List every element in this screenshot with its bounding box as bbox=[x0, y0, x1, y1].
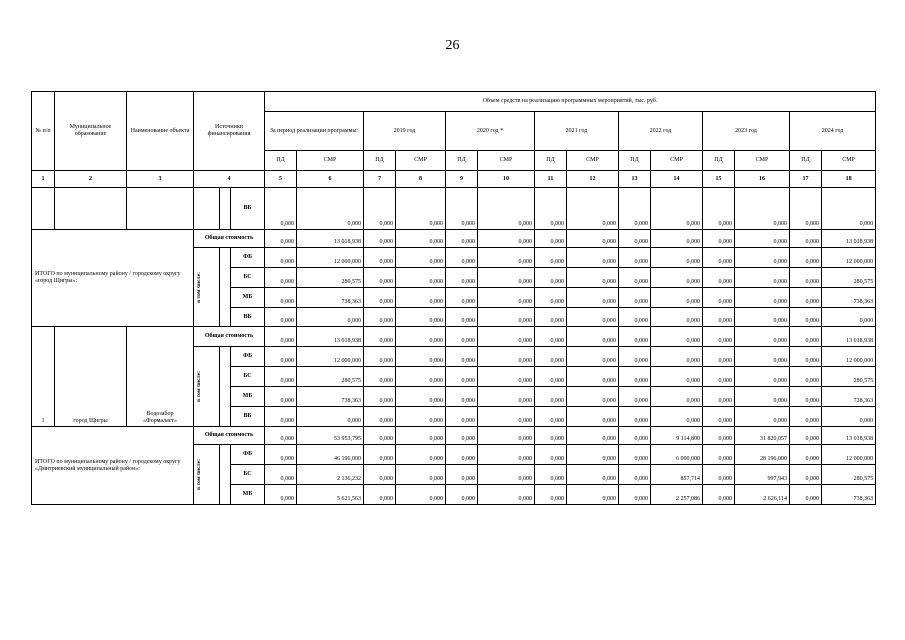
column-number: 10 bbox=[478, 171, 535, 188]
itogo-label-shchigry: ИТОГО по муниципальному району / городскому округу «город Щигры»: bbox=[32, 230, 194, 327]
value-cell: 0,000 bbox=[478, 485, 535, 505]
empty-cell bbox=[32, 188, 55, 230]
value-cell: 0,000 bbox=[619, 288, 651, 308]
value-cell: 0,000 bbox=[396, 308, 446, 327]
value-cell: 2 626,114 bbox=[735, 485, 790, 505]
value-cell: 0,000 bbox=[822, 188, 876, 230]
value-cell: 0,000 bbox=[446, 445, 478, 465]
value-cell: 6 000,000 bbox=[651, 445, 703, 465]
value-cell: 0,000 bbox=[703, 288, 735, 308]
value-cell: 0,000 bbox=[703, 327, 735, 347]
value-cell: 0,000 bbox=[265, 248, 297, 268]
value-cell: 0,000 bbox=[619, 268, 651, 288]
value-cell: 0,000 bbox=[535, 288, 567, 308]
value-cell: 13 018,938 bbox=[297, 327, 364, 347]
value-cell: 0,000 bbox=[446, 367, 478, 387]
source-bs: БС bbox=[231, 367, 265, 387]
value-cell: 0,000 bbox=[790, 387, 822, 407]
value-cell: 0,000 bbox=[619, 327, 651, 347]
header-pd: ПД bbox=[446, 151, 478, 171]
value-cell: 0,000 bbox=[396, 387, 446, 407]
value-cell: 0,000 bbox=[735, 308, 790, 327]
value-cell: 0,000 bbox=[265, 288, 297, 308]
value-cell: 0,000 bbox=[297, 188, 364, 230]
value-cell: 0,000 bbox=[265, 407, 297, 427]
value-cell: 9 114,800 bbox=[651, 427, 703, 445]
value-cell: 0,000 bbox=[364, 188, 396, 230]
value-cell: 0,000 bbox=[567, 230, 619, 248]
value-cell: 0,000 bbox=[790, 248, 822, 268]
value-cell: 0,000 bbox=[396, 188, 446, 230]
value-cell: 0,000 bbox=[619, 367, 651, 387]
value-cell: 0,000 bbox=[265, 347, 297, 367]
value-cell: 0,000 bbox=[735, 248, 790, 268]
value-cell: 0,000 bbox=[396, 230, 446, 248]
value-cell: 0,000 bbox=[265, 387, 297, 407]
value-cell: 997,943 bbox=[735, 465, 790, 485]
source-bs: БС bbox=[231, 268, 265, 288]
object-name: Водозабор «Формаласт» bbox=[127, 327, 194, 427]
header-smr: СМР bbox=[478, 151, 535, 171]
value-cell: 0,000 bbox=[790, 288, 822, 308]
value-cell: 738,363 bbox=[822, 485, 876, 505]
value-cell: 0,000 bbox=[567, 445, 619, 465]
column-number: 16 bbox=[735, 171, 790, 188]
value-cell: 0,000 bbox=[790, 427, 822, 445]
header-volume: Объем средств на реализацию программных мероприятий, тыс. руб. bbox=[265, 92, 876, 112]
value-cell: 0,000 bbox=[651, 347, 703, 367]
value-cell: 0,000 bbox=[567, 288, 619, 308]
value-cell: 0,000 bbox=[446, 407, 478, 427]
town-name: город Щигры bbox=[55, 327, 127, 427]
value-cell: 0,000 bbox=[619, 347, 651, 367]
value-cell: 0,000 bbox=[535, 445, 567, 465]
value-cell: 0,000 bbox=[364, 427, 396, 445]
column-number: 4 bbox=[194, 171, 265, 188]
value-cell: 0,000 bbox=[535, 347, 567, 367]
value-cell: 0,000 bbox=[703, 230, 735, 248]
value-cell: 0,000 bbox=[651, 327, 703, 347]
value-cell: 0,000 bbox=[703, 308, 735, 327]
source-vb: ВБ bbox=[231, 407, 265, 427]
value-cell: 0,000 bbox=[567, 347, 619, 367]
value-cell: 0,000 bbox=[619, 427, 651, 445]
value-cell: 0,000 bbox=[619, 387, 651, 407]
value-cell: 0,000 bbox=[790, 230, 822, 248]
header-year: 2021 год bbox=[535, 112, 619, 151]
value-cell: 0,000 bbox=[478, 407, 535, 427]
value-cell: 0,000 bbox=[364, 465, 396, 485]
value-cell: 0,000 bbox=[567, 465, 619, 485]
empty-cell bbox=[220, 248, 231, 327]
value-cell: 0,000 bbox=[790, 407, 822, 427]
value-cell: 0,000 bbox=[535, 407, 567, 427]
value-cell: 0,000 bbox=[396, 465, 446, 485]
value-cell: 0,000 bbox=[790, 268, 822, 288]
value-cell: 0,000 bbox=[478, 427, 535, 445]
value-cell: 0,000 bbox=[567, 268, 619, 288]
value-cell: 0,000 bbox=[364, 485, 396, 505]
header-smr: СМР bbox=[735, 151, 790, 171]
value-cell: 0,000 bbox=[735, 188, 790, 230]
value-cell: 0,000 bbox=[478, 248, 535, 268]
value-cell: 280,575 bbox=[297, 268, 364, 288]
column-number: 6 bbox=[297, 171, 364, 188]
value-cell: 0,000 bbox=[396, 367, 446, 387]
header-pd: ПД bbox=[535, 151, 567, 171]
value-cell: 0,000 bbox=[703, 485, 735, 505]
in-that-text: в том числе: bbox=[196, 459, 202, 490]
value-cell: 0,000 bbox=[265, 327, 297, 347]
value-cell: 0,000 bbox=[703, 465, 735, 485]
source-mb: МБ bbox=[231, 485, 265, 505]
value-cell: 0,000 bbox=[703, 268, 735, 288]
value-cell: 280,575 bbox=[297, 367, 364, 387]
value-cell: 0,000 bbox=[396, 248, 446, 268]
value-cell: 0,000 bbox=[735, 347, 790, 367]
value-cell: 0,000 bbox=[790, 347, 822, 367]
value-cell: 0,000 bbox=[619, 465, 651, 485]
value-cell: 0,000 bbox=[446, 308, 478, 327]
value-cell: 0,000 bbox=[735, 407, 790, 427]
value-cell: 0,000 bbox=[297, 407, 364, 427]
value-cell: 0,000 bbox=[790, 445, 822, 465]
value-cell: 0,000 bbox=[619, 230, 651, 248]
value-cell: 28 196,000 bbox=[735, 445, 790, 465]
value-cell: 0,000 bbox=[790, 465, 822, 485]
header-pd: ПД bbox=[703, 151, 735, 171]
value-cell: 738,363 bbox=[822, 387, 876, 407]
header-smr: СМР bbox=[651, 151, 703, 171]
total-cost-label: Общая стоимость bbox=[194, 327, 265, 347]
source-fb: ФБ bbox=[231, 347, 265, 367]
value-cell: 0,000 bbox=[535, 230, 567, 248]
value-cell: 0,000 bbox=[396, 268, 446, 288]
value-cell: 0,000 bbox=[265, 485, 297, 505]
in-that-text: в том числе: bbox=[196, 271, 202, 303]
value-cell: 0,000 bbox=[478, 288, 535, 308]
source-mb: МБ bbox=[231, 288, 265, 308]
value-cell: 0,000 bbox=[478, 387, 535, 407]
column-number: 15 bbox=[703, 171, 735, 188]
value-cell: 0,000 bbox=[535, 465, 567, 485]
value-cell: 0,000 bbox=[265, 230, 297, 248]
value-cell: 280,575 bbox=[822, 367, 876, 387]
value-cell: 31 820,057 bbox=[735, 427, 790, 445]
value-cell: 0,000 bbox=[619, 445, 651, 465]
value-cell: 0,000 bbox=[703, 188, 735, 230]
header-pd: ПД bbox=[265, 151, 297, 171]
value-cell: 0,000 bbox=[790, 367, 822, 387]
value-cell: 0,000 bbox=[446, 230, 478, 248]
value-cell: 0,000 bbox=[478, 327, 535, 347]
value-cell: 0,000 bbox=[265, 188, 297, 230]
value-cell: 0,000 bbox=[364, 387, 396, 407]
column-number: 2 bbox=[55, 171, 127, 188]
value-cell: 0,000 bbox=[364, 347, 396, 367]
value-cell: 0,000 bbox=[651, 308, 703, 327]
value-cell: 0,000 bbox=[446, 248, 478, 268]
value-cell: 0,000 bbox=[619, 485, 651, 505]
total-cost-label: Общая стоимость bbox=[194, 230, 265, 248]
value-cell: 0,000 bbox=[735, 327, 790, 347]
row-number: 1 bbox=[32, 327, 55, 427]
value-cell: 0,000 bbox=[364, 367, 396, 387]
financing-table bbox=[31, 91, 876, 505]
value-cell: 0,000 bbox=[396, 288, 446, 308]
value-cell: 0,000 bbox=[478, 445, 535, 465]
value-cell: 0,000 bbox=[446, 268, 478, 288]
column-number: 5 bbox=[265, 171, 297, 188]
header-object: Наименование объекта bbox=[127, 92, 194, 171]
value-cell: 0,000 bbox=[364, 407, 396, 427]
value-cell: 738,363 bbox=[822, 288, 876, 308]
value-cell: 0,000 bbox=[535, 248, 567, 268]
value-cell: 0,000 bbox=[364, 288, 396, 308]
value-cell: 0,000 bbox=[478, 188, 535, 230]
value-cell: 0,000 bbox=[535, 367, 567, 387]
value-cell: 0,000 bbox=[619, 308, 651, 327]
value-cell: 0,000 bbox=[396, 407, 446, 427]
value-cell: 0,000 bbox=[446, 465, 478, 485]
column-number: 7 bbox=[364, 171, 396, 188]
value-cell: 0,000 bbox=[364, 327, 396, 347]
value-cell: 0,000 bbox=[446, 347, 478, 367]
header-no: № п/п bbox=[32, 92, 55, 171]
value-cell: 0,000 bbox=[735, 268, 790, 288]
value-cell: 0,000 bbox=[364, 308, 396, 327]
value-cell: 857,714 bbox=[651, 465, 703, 485]
value-cell: 0,000 bbox=[396, 327, 446, 347]
value-cell: 0,000 bbox=[651, 387, 703, 407]
column-number: 8 bbox=[396, 171, 446, 188]
value-cell: 0,000 bbox=[535, 268, 567, 288]
value-cell: 0,000 bbox=[790, 485, 822, 505]
value-cell: 0,000 bbox=[735, 230, 790, 248]
in-that-label bbox=[194, 347, 220, 427]
header-year: 2020 год * bbox=[446, 112, 535, 151]
value-cell: 0,000 bbox=[364, 268, 396, 288]
value-cell: 0,000 bbox=[535, 387, 567, 407]
value-cell: 0,000 bbox=[446, 288, 478, 308]
value-cell: 0,000 bbox=[265, 427, 297, 445]
value-cell: 0,000 bbox=[790, 327, 822, 347]
value-cell: 0,000 bbox=[619, 248, 651, 268]
value-cell: 738,363 bbox=[297, 288, 364, 308]
value-cell: 0,000 bbox=[703, 347, 735, 367]
column-number: 13 bbox=[619, 171, 651, 188]
value-cell: 0,000 bbox=[567, 327, 619, 347]
value-cell: 0,000 bbox=[396, 485, 446, 505]
header-year: 2019 год bbox=[364, 112, 446, 151]
in-that-label bbox=[194, 445, 220, 505]
value-cell: 0,000 bbox=[822, 407, 876, 427]
source-vb: ВБ bbox=[231, 188, 265, 230]
column-number: 18 bbox=[822, 171, 876, 188]
value-cell: 0,000 bbox=[567, 308, 619, 327]
value-cell: 46 196,000 bbox=[297, 445, 364, 465]
value-cell: 2 136,232 bbox=[297, 465, 364, 485]
value-cell: 12 000,000 bbox=[822, 248, 876, 268]
source-bs: БС bbox=[231, 465, 265, 485]
value-cell: 0,000 bbox=[703, 407, 735, 427]
value-cell: 0,000 bbox=[535, 327, 567, 347]
column-number: 14 bbox=[651, 171, 703, 188]
value-cell: 0,000 bbox=[735, 367, 790, 387]
value-cell: 0,000 bbox=[619, 188, 651, 230]
value-cell: 2 257,086 bbox=[651, 485, 703, 505]
value-cell: 0,000 bbox=[790, 188, 822, 230]
value-cell: 12 000,000 bbox=[822, 445, 876, 465]
value-cell: 0,000 bbox=[478, 230, 535, 248]
value-cell: 0,000 bbox=[396, 445, 446, 465]
value-cell: 0,000 bbox=[396, 427, 446, 445]
value-cell: 0,000 bbox=[703, 427, 735, 445]
source-fb: ФБ bbox=[231, 248, 265, 268]
value-cell: 0,000 bbox=[703, 445, 735, 465]
source-fb: ФБ bbox=[231, 445, 265, 465]
value-cell: 0,000 bbox=[478, 268, 535, 288]
value-cell: 13 018,938 bbox=[822, 230, 876, 248]
value-cell: 0,000 bbox=[446, 327, 478, 347]
value-cell: 0,000 bbox=[703, 367, 735, 387]
value-cell: 0,000 bbox=[735, 387, 790, 407]
value-cell: 0,000 bbox=[790, 308, 822, 327]
value-cell: 13 018,938 bbox=[822, 427, 876, 445]
in-that-text: в том числе: bbox=[196, 371, 202, 402]
value-cell: 0,000 bbox=[651, 248, 703, 268]
value-cell: 0,000 bbox=[535, 485, 567, 505]
empty-cell bbox=[220, 188, 231, 230]
value-cell: 0,000 bbox=[567, 387, 619, 407]
value-cell: 0,000 bbox=[446, 387, 478, 407]
in-that-label bbox=[194, 248, 220, 327]
empty-cell bbox=[55, 188, 127, 230]
header-pd: ПД bbox=[364, 151, 396, 171]
value-cell: 0,000 bbox=[478, 367, 535, 387]
value-cell: 0,000 bbox=[567, 407, 619, 427]
header-smr: СМР bbox=[396, 151, 446, 171]
value-cell: 738,363 bbox=[297, 387, 364, 407]
value-cell: 0,000 bbox=[478, 308, 535, 327]
value-cell: 0,000 bbox=[396, 347, 446, 367]
value-cell: 12 000,000 bbox=[297, 248, 364, 268]
value-cell: 0,000 bbox=[478, 347, 535, 367]
header-pd: ПД bbox=[790, 151, 822, 171]
header-year: 2023 год bbox=[703, 112, 790, 151]
value-cell: 0,000 bbox=[364, 445, 396, 465]
column-number: 1 bbox=[32, 171, 55, 188]
value-cell: 0,000 bbox=[567, 427, 619, 445]
value-cell: 0,000 bbox=[651, 268, 703, 288]
empty-cell bbox=[127, 188, 194, 230]
value-cell: 13 018,938 bbox=[822, 327, 876, 347]
source-vb: ВБ bbox=[231, 308, 265, 327]
value-cell: 0,000 bbox=[265, 268, 297, 288]
header-year: 2024 год bbox=[790, 112, 876, 151]
column-number: 17 bbox=[790, 171, 822, 188]
header-year: 2022 год bbox=[619, 112, 703, 151]
header-sources: Источники финансирования bbox=[194, 92, 265, 171]
column-number: 12 bbox=[567, 171, 619, 188]
value-cell: 0,000 bbox=[265, 445, 297, 465]
value-cell: 0,000 bbox=[265, 308, 297, 327]
value-cell: 0,000 bbox=[567, 248, 619, 268]
value-cell: 0,000 bbox=[265, 367, 297, 387]
value-cell: 0,000 bbox=[651, 407, 703, 427]
value-cell: 0,000 bbox=[364, 230, 396, 248]
value-cell: 0,000 bbox=[822, 308, 876, 327]
value-cell: 0,000 bbox=[446, 485, 478, 505]
value-cell: 0,000 bbox=[446, 188, 478, 230]
column-number: 11 bbox=[535, 171, 567, 188]
value-cell: 0,000 bbox=[446, 427, 478, 445]
value-cell: 0,000 bbox=[297, 308, 364, 327]
column-number: 3 bbox=[127, 171, 194, 188]
value-cell: 0,000 bbox=[703, 387, 735, 407]
value-cell: 0,000 bbox=[567, 485, 619, 505]
value-cell: 12 000,000 bbox=[297, 347, 364, 367]
value-cell: 0,000 bbox=[364, 248, 396, 268]
value-cell: 0,000 bbox=[735, 288, 790, 308]
value-cell: 0,000 bbox=[265, 465, 297, 485]
empty-cell bbox=[220, 445, 231, 505]
empty-cell bbox=[194, 188, 220, 230]
value-cell: 0,000 bbox=[535, 308, 567, 327]
header-smr: СМР bbox=[567, 151, 619, 171]
header-smr: СМР bbox=[822, 151, 876, 171]
value-cell: 12 000,000 bbox=[822, 347, 876, 367]
page-number: 26 bbox=[445, 38, 460, 53]
source-mb: МБ bbox=[231, 387, 265, 407]
value-cell: 0,000 bbox=[535, 427, 567, 445]
column-number: 9 bbox=[446, 171, 478, 188]
header-municipality: Муниципальное образование bbox=[55, 92, 127, 171]
value-cell: 0,000 bbox=[703, 248, 735, 268]
value-cell: 0,000 bbox=[535, 188, 567, 230]
value-cell: 280,575 bbox=[822, 268, 876, 288]
value-cell: 5 621,563 bbox=[297, 485, 364, 505]
value-cell: 0,000 bbox=[651, 367, 703, 387]
value-cell: 53 953,795 bbox=[297, 427, 364, 445]
value-cell: 0,000 bbox=[651, 230, 703, 248]
value-cell: 0,000 bbox=[651, 188, 703, 230]
value-cell: 0,000 bbox=[651, 288, 703, 308]
value-cell: 0,000 bbox=[567, 188, 619, 230]
header-period: За период реализации программы: bbox=[265, 112, 364, 151]
itogo-label-dmitriev: ИТОГО по муниципальному району / городскому округу «Дмитриевский муниципальный район»: bbox=[32, 427, 194, 505]
header-smr: СМР bbox=[297, 151, 364, 171]
value-cell: 0,000 bbox=[567, 367, 619, 387]
value-cell: 13 018,938 bbox=[297, 230, 364, 248]
empty-cell bbox=[220, 347, 231, 427]
value-cell: 0,000 bbox=[619, 407, 651, 427]
total-cost-label: Общая стоимость bbox=[194, 427, 265, 445]
value-cell: 0,000 bbox=[478, 465, 535, 485]
header-pd: ПД bbox=[619, 151, 651, 171]
value-cell: 280,575 bbox=[822, 465, 876, 485]
